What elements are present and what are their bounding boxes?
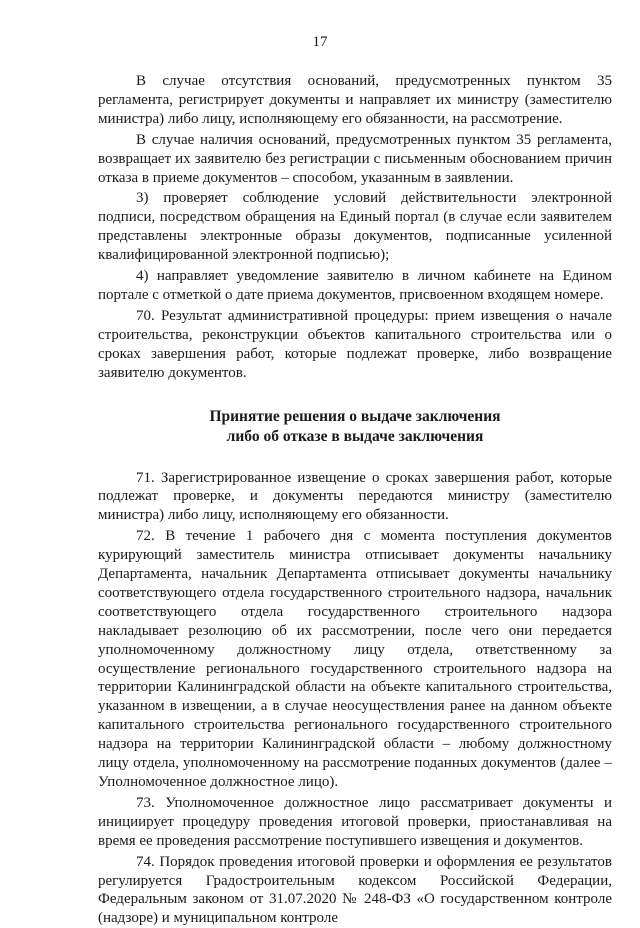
paragraph-item-4: 4) направляет уведомление заявителю в личном кабинете на Едином портале с отметкой о дате приема документов, присвоенном входящем номере. <box>98 268 612 303</box>
page-number: 17 <box>312 34 328 50</box>
paragraph-grounds-return: В случае наличия оснований, предусмотренных пунктом 35 регламента, возвращает их заявителю без регистрации с письменным обоснованием причин отказа в приеме документов – способом, указанным в заявлении. <box>98 131 612 186</box>
document-body <box>98 72 612 928</box>
paragraph-70: 70. Результат административной процедуры: прием извещения о начале строительства, реконструкции объектов капитального строительства или о сроках завершения работ, которые подлежат проверке, либо возвращение заявителю документов. <box>98 307 612 381</box>
paragraph-no-grounds: В случае отсутствия оснований, предусмотренных пунктом 35 регламента, регистрирует документы и направляет их министру (заместителю министра) либо лицу, исполняющему его обязанности, на рассмотрение. <box>98 73 612 127</box>
paragraph-74: 74. Порядок проведения итоговой проверки и оформления ее результатов регулируется Градостроительным кодексом Российской Федерации, Федеральным законом от 31.07.2020 № 248-ФЗ «О государственном контроле (надзоре) и муниципальном контроле <box>98 853 612 927</box>
paragraph-73: 73. Уполномоченное должностное лицо рассматривает документы и инициирует процедуру проведения итоговой проверки, приостанавливая на время ее проведения рассмотрение поступившего извещения и документов. <box>98 794 612 849</box>
paragraph-71: 71. Зарегистрированное извещение о сроках завершения работ, которые подлежат проверке, и документы передаются министру (заместителю министра) либо лицу, исполняющему его обязанности. <box>98 469 612 524</box>
section-heading <box>98 407 612 447</box>
section-heading-line-1: Принятие решения о выдаче заключения <box>209 407 501 425</box>
paragraph-item-3: 3) проверяет соблюдение условий действительности электронной подписи, посредством обращения на Единый портал (в случае если заявителем представлены электронные образы документов, подписанные усиленной квалифицированной электронной подписью); <box>98 190 612 264</box>
section-heading-line-2: либо об отказе в выдаче заключения <box>226 427 484 445</box>
paragraph-72: 72. В течение 1 рабочего дня с момента поступления документов курирующий заместитель министра отписывает документы начальнику Департамента, начальник Департамента отписывает документы начальнику соответствующего отдела государственного строительного надзора, начальник соответствующего отдела государственного строительного надзора накладывает резолюцию об их рассмотрении, после чего они передается уполномоченному должностному лицу отдела, ответственному за осуществление регионального государственного строительного надзора на территории Калининградской области на объекте капитального строительства, указанном в извещении, а в случае неосуществления ранее на данном объекте капитального строительства регионального государственного строительного надзора на территории Калининградской области – любому должностному лицу отдела, уполномоченному на рассмотрение поданных документов (далее – Уполномоченное должностное лицо). <box>98 528 612 790</box>
